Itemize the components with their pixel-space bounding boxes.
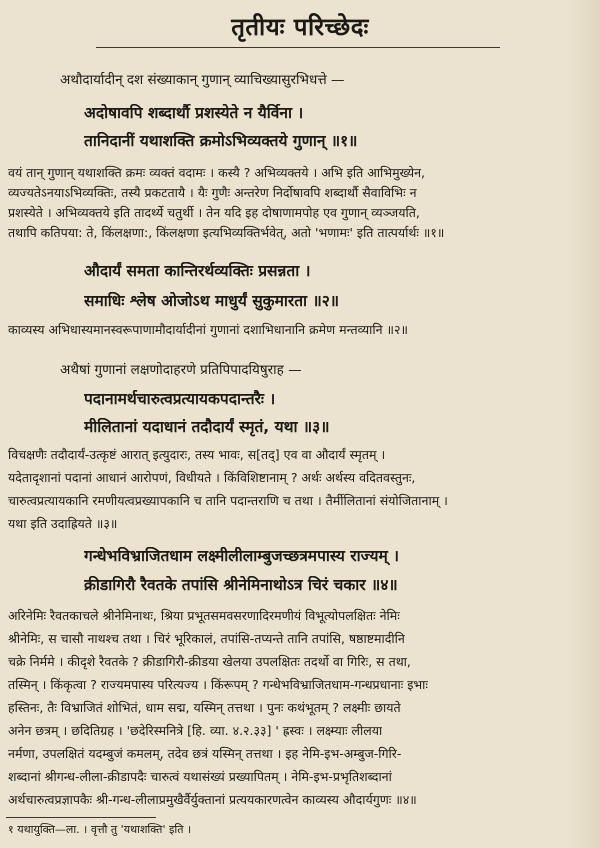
commentary-line: श्रीनेमिः, स चासौ नाथश्च तथा । चिरं भूरिकालं, तपांसि-तप्यन्ते तानि तपांसि, षष्ठाष्टमादीनि (8, 631, 405, 646)
commentary-line: विचक्षणैः तदौदार्यं-उत्कृष्टं आरात् इत्युदारः, तस्य भावः, स[तद्] एव वा औदार्यं स्मृतम् । (8, 447, 386, 462)
verse-line: पदानामर्थचारुत्वप्रत्यायकपदान्तरैः । (84, 390, 276, 408)
verse-line: औदार्यं समता कान्तिरर्थव्यक्तिः प्रसन्नता । (84, 262, 311, 280)
commentary-line: तथापि कतिपया: ते, किंलक्षणा:, किंलक्षणा इत्यभिव्यक्तिर्भवेत्, अतो 'भणामः' इति तात्पर्यार्थः ॥१॥ (8, 225, 445, 240)
commentary-line: व्यज्यतेऽनयाऽभिव्यक्तिः, तस्यै प्रकटतायै । यैः गुणैः अन्तरेण निर्दोषावपि शब्दार्थौ सैवाविभिः न (8, 185, 417, 200)
verse-line: समाधिः श्लेष ओजोऽथ माधुर्यं सुकुमारता ॥२॥ (84, 292, 340, 310)
commentary-line: अरिनेमिः रैवतकाचले श्रीनेमिनाथः, श्रिया प्रभूतसमवसरणादिरमणीयं विभूत्योपलक्षितः नेमिः (8, 608, 400, 623)
commentary-line: वयं तान् गुणान् यथाशक्ति क्रमः व्यक्तं वदामः । कस्यै ? अभिव्यक्तये । अभि इति आभिमुख्येन, (8, 165, 426, 180)
commentary-line: काव्यस्य अभिधास्यमानस्वरूपाणामौदार्यादीनां गुणानां दशाभिधानानि क्रमेण मन्तव्यानि ॥२॥ (8, 322, 408, 337)
commentary-line: तस्मिन् । किंकृत्वा ? राज्यमपास्य परित्यज्य । किंरूपम् ? गन्धेभविभ्राजितधाम-गन्धप्रधानाः इभाः (8, 677, 428, 692)
verse-line: अदोषावपि शब्दार्थौ प्रशस्येते न यैर्विना । (84, 104, 304, 122)
commentary-line: हस्तिनः, तैः विभ्राजितं शोभितं, धाम सद्म, यस्मिन् तत्तथा । पुनः कथंभूतम् ? लक्ष्मीः छायते (8, 700, 401, 715)
commentary-line: शब्दानां श्रीगन्ध-लीला-क्रीडापदैः चारुत्वं यथासंख्यं प्रख्यापितम् । नेमि-इभ-प्रभृतिशब्दानां (8, 769, 392, 784)
intro-line: अथैषां गुणानां लक्षणोदाहरणे प्रतिपिपादयिषुराह — (60, 362, 302, 378)
verse-line: गन्धेभविभ्राजितधाम लक्ष्मीलीलाम्बुजच्छत्रमपास्य राज्यम् । (84, 547, 400, 565)
title-underline (96, 47, 500, 48)
verse-line: मीलितानां यदाधानं तदौदार्यं स्मृतं, यथा ॥३॥ (84, 418, 330, 436)
commentary-line: प्रशस्येते । अभिव्यक्तये इति तादर्थ्ये चतुर्थी । तेन यदि इह दोषाणामपोह एव गुणान् व्यञ्जयति, (8, 205, 420, 220)
footnote-rule (6, 817, 156, 818)
chapter-title: तृतीयः परिच्छेदः (231, 13, 369, 41)
verse-line: तानिदानीं यथाशक्ति क्रमोऽभिव्यक्तये गुणान् ॥१॥ (84, 132, 358, 150)
commentary-line: चारुत्वप्रत्यायकानि रमणीयत्वप्रख्यापकानि च तानि पदान्तराणि च तथा । तैर्मीलितानां संयोजितानाम् । (8, 493, 448, 508)
commentary-line: अर्थचारुत्वप्रज्ञापकैः श्री-गन्ध-लीलाप्रमुखैर्वैर्युक्तानां प्रत्ययकारणत्वेन काव्यस्य औदार्यगुणः ॥४॥ (8, 792, 417, 807)
verse-line: क्रीडागिरौ रैवतके तपांसि श्रीनेमिनाथोऽत्र चिरं चकार ॥४॥ (84, 576, 398, 594)
commentary-line: नर्मणा, उपलक्षितं यदम्बुजं कमलम्, तदेव छत्रं यस्मिन् तत्तथा । इह नेमि-इभ-अम्बुज-गिरि- (8, 746, 402, 761)
footnote: १ यथायुक्ति—ला. । वृत्तौ तु 'यथाशक्ति' इति । (8, 823, 192, 836)
intro-line: अथौदार्यादीन् दश संख्याकान् गुणान् व्याचिख्यासुरभिधत्ते — (60, 72, 345, 88)
commentary-line: अनेन छत्रम् । छदितिग्रह । 'छदेरिस्मनित्रे [हि. व्या. ४.२.३३] ' ह्रस्वः । लक्ष्म्याः लीलया (8, 723, 383, 738)
page-edge-shadow (568, 0, 600, 848)
commentary-line: चक्रे निर्ममे । कीदृशे रैवतके ? क्रीडागिरौ-क्रीडया खेलया उपलक्षितः तदर्थो वा गिरिः, स तथा, (8, 654, 411, 669)
commentary-line: यदेतादृशानां पदानां आधानं आरोपणं, विधीयते । किंविशिष्टानाम् ? अर्थः अर्थस्य वदितवस्तुनः, (8, 470, 416, 485)
commentary-line: यथा इति उदाह्रियते ॥३॥ (8, 516, 118, 531)
